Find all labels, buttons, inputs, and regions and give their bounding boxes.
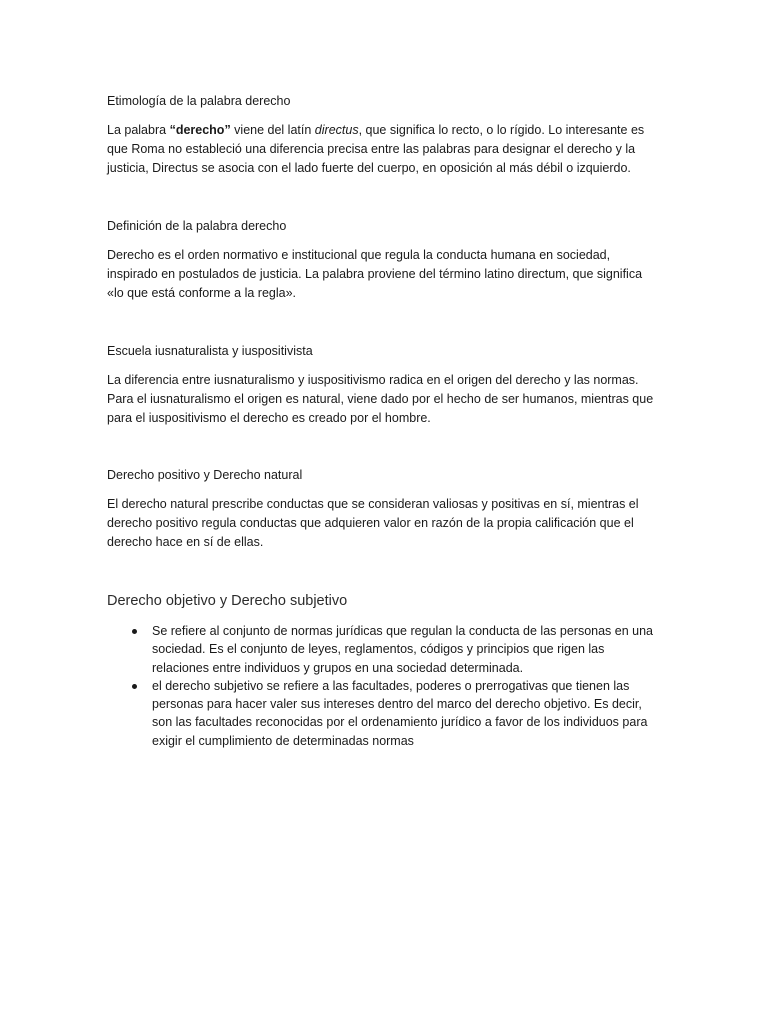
list-item-line: relaciones entre individuos y grupos en una sociedad determinada. [152, 660, 524, 675]
paragraph-line: Para el iusnaturalismo el origen es natural, viene dado por el hecho de ser humanos, mientras que [107, 392, 654, 406]
list-item-line: sociedad. Es el conjunto de leyes, reglamentos, códigos y principios que rigen las [152, 642, 605, 657]
paragraph-line: para el iuspositivismo el derecho es creado por el hombre. [107, 411, 431, 425]
paragraph-line: «lo que está conforme a la regla». [107, 286, 297, 300]
paragraph-line: Derecho es el orden normativo e institucional que regula la conducta humana en sociedad, [107, 248, 611, 262]
paragraph-line: que Roma no estableció una diferencia precisa entre las palabras para designar el derecho y la [107, 142, 636, 156]
paragraph-line: derecho positivo regula conductas que adquieren valor en razón de la propia calificación que el [107, 516, 634, 530]
section-paragraph [107, 246, 667, 303]
paragraph-line: El derecho natural prescribe conductas que se consideran valiosas y positivas en sí, mientras el [107, 497, 639, 511]
list-item-line: exigir el cumplimiento de determinadas normas [152, 733, 414, 748]
list-item [107, 622, 667, 677]
section-definition [107, 218, 667, 303]
bullet-icon [132, 629, 137, 634]
section-schools [107, 343, 667, 428]
list-item [107, 677, 667, 750]
bold-term: “derecho” [169, 123, 231, 137]
paragraph-line: derecho hace en sí de ellas. [107, 535, 264, 549]
list-item-line: Se refiere al conjunto de normas jurídicas que regulan la conducta de las personas en una [152, 624, 654, 638]
text-run: , que significa lo recto, o lo rígido. Lo interesante es [358, 123, 645, 137]
section-heading: Definición de la palabra derecho [107, 219, 287, 233]
section-heading: Derecho positivo y Derecho natural [107, 468, 303, 482]
paragraph-line: La diferencia entre iusnaturalismo y iuspositivismo radica en el origen del derecho y las normas. [107, 373, 639, 387]
list-item-line: el derecho subjetivo se refiere a las facultades, poderes o prerrogativas que tienen las [152, 678, 630, 693]
text-run: La palabra [107, 123, 170, 137]
section-etymology [107, 93, 667, 178]
section-heading: Etimología de la palabra derecho [107, 94, 291, 108]
paragraph-line: justicia, Directus se asocia con el lado fuerte del cuerpo, en oposición al más débil o izquierdo. [107, 161, 631, 175]
section-objective-subjective [107, 592, 667, 750]
section-paragraph [107, 371, 667, 428]
bullet-list [107, 622, 667, 750]
paragraph-line [107, 121, 667, 140]
section-paragraph [107, 121, 667, 178]
section-heading: Escuela iusnaturalista y iuspositivista [107, 344, 313, 358]
text-run: viene del latín [230, 123, 315, 137]
section-paragraph [107, 495, 667, 552]
section-positive-natural [107, 467, 667, 552]
italic-term: directus [314, 123, 359, 137]
list-item-line: personas para hacer valer sus intereses dentro del marco del derecho objetivo. Es decir, [152, 697, 642, 712]
paragraph-line: inspirado en postulados de justicia. La palabra proviene del término latino directum, que significa [107, 267, 643, 281]
section-heading: Derecho objetivo y Derecho subjetivo [107, 593, 348, 609]
list-item-line: son las facultades reconocidas por el ordenamiento jurídico a favor de los individuos para [152, 715, 648, 730]
bullet-icon [132, 684, 137, 689]
